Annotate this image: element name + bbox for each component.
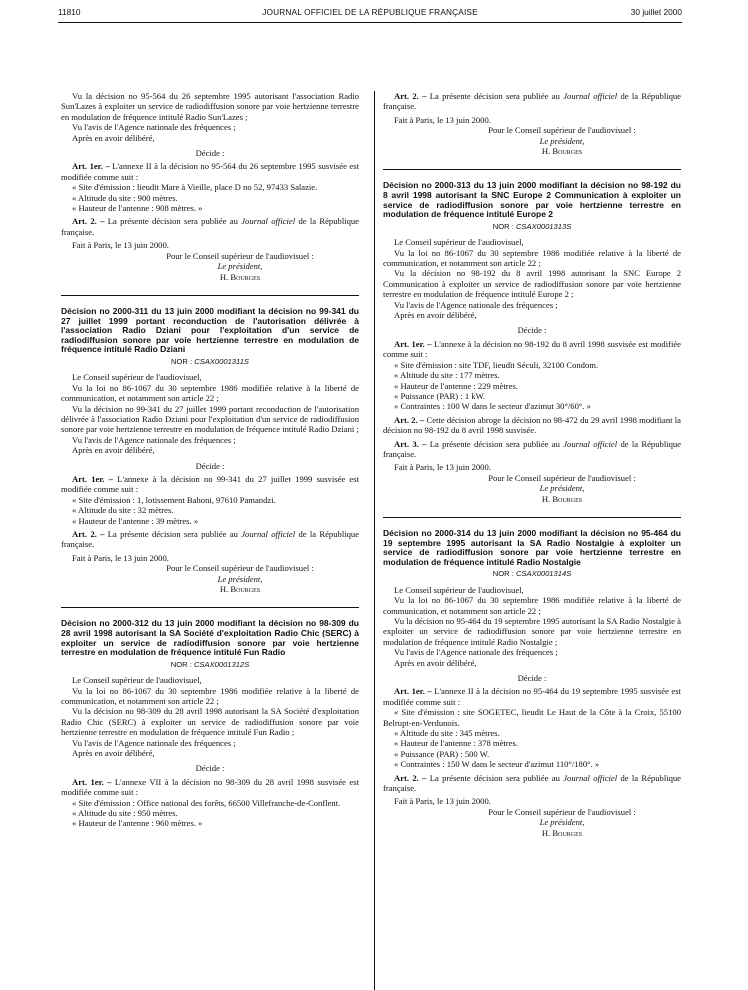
- decide-heading: Décide :: [195, 460, 225, 471]
- conseil-line: Le Conseil supérieur de l'audiovisuel,: [394, 584, 524, 595]
- conseil-line: Le Conseil supérieur de l'audiovisuel,: [72, 372, 202, 383]
- signature-pour: Pour le Conseil supérieur de l'audiovisuel :: [166, 250, 314, 261]
- journal-title: JOURNAL OFFICIEL DE LA RÉPUBLIQUE FRANÇAISE: [262, 7, 478, 17]
- right-column: [383, 91, 681, 838]
- signature-name: H. Bourges: [219, 271, 261, 282]
- annex-line: « Hauteur de l'antenne : 960 mètres. »: [72, 818, 203, 829]
- vu-loi: Vu la loi no 86-1067 du 30 septembre 1986 modifiée relative à la liberté de communication, et notamment son article 22 ;: [383, 247, 681, 269]
- nor-reference: NOR : CSAX0001314S: [492, 569, 572, 579]
- article-3: Art. 3. – La présente décision sera publiée au Journal officiel de la République française.: [383, 438, 682, 459]
- page-header: [58, 7, 682, 21]
- section-separator: [61, 607, 359, 608]
- annex-line: « Altitude du site : 32 mètres.: [72, 505, 174, 516]
- vu-decision: Vu la décision no 95-564 du 26 septembre 1995 autorisant l'association Radio Sun'Lazes à exploiter un service de radiodiffusion sonore par voie hertzienne terrestre en modulation de fréquence intitulé Radio Sun'Lazes ;: [61, 91, 359, 122]
- annex-line: « Site d'émission : Office national des forêts, 66500 Villefranche-de-Conflent.: [72, 797, 341, 808]
- fait-a-paris: Fait à Paris, le 13 juin 2000.: [394, 114, 491, 125]
- vu-loi: Vu la loi no 86-1067 du 30 septembre 1986 modifiée relative à la liberté de communication, et notamment son article 22 ;: [61, 685, 359, 706]
- fait-a-paris: Fait à Paris, le 13 juin 2000.: [72, 240, 169, 251]
- signature-name: H. Bourges: [541, 493, 583, 504]
- vu-avis: Vu l'avis de l'Agence nationale des fréquences ;: [394, 647, 558, 658]
- article-2: Art. 2. – La présente décision sera publiée au Journal officiel de la République française.: [61, 216, 360, 237]
- decide-heading: Décide :: [517, 673, 547, 683]
- signature-name: H. Bourges: [219, 584, 261, 594]
- signature-pour: Pour le Conseil supérieur de l'audiovisuel :: [488, 806, 636, 817]
- annex-line: « Contraintes : 100 W dans le secteur d'azimut 30°/60°. »: [394, 401, 591, 412]
- annex-line: « Contraintes : 150 W dans le secteur d'azimut 110°/180°. »: [394, 759, 600, 770]
- article-1: Art. 1er. – L'annexe à la décision no 98-192 du 8 avril 1998 susvisée est modifiée comme suit :: [383, 338, 681, 360]
- signature-pour: Pour le Conseil supérieur de l'audiovisuel :: [166, 563, 314, 574]
- fait-a-paris: Fait à Paris, le 13 juin 2000.: [394, 796, 491, 807]
- vu-decision: Vu la décision no 98-309 du 28 avril 1998 autorisant la SA Société d'exploitation Radio Chic (SERC) à exploiter un service de radiodiffusion sonore par voie hertzienne terrestre en modulation de fréquence intitulé Fun Radio ;: [61, 706, 359, 738]
- article-1-label: Art. 1er. –: [72, 161, 110, 172]
- fait-a-paris: Fait à Paris, le 13 juin 2000.: [72, 552, 169, 563]
- annex-line: « Altitude du site : 950 mètres.: [72, 808, 178, 819]
- article-2: Art. 2. – La présente décision sera publiée au Journal officiel de la République française.: [61, 528, 360, 550]
- signature-pour: Pour le Conseil supérieur de l'audiovisuel :: [488, 472, 636, 483]
- article-1: Art. 1er. – L'annexe II à la décision no 95-564 du 26 septembre 1995 susvisée est modifiée comme suit :: [61, 161, 359, 182]
- left-column: [61, 91, 359, 829]
- article-2: Art. 2. – Cette décision abroge la décision no 98-472 du 29 avril 1998 modifiant la décision no 98-192 du 8 avril 1998 susvisée.: [383, 414, 681, 436]
- article-1: Art. 1er. – L'annexe II à la décision no 95-464 du 19 septembre 1995 susvisée est modifiée comme suit :: [383, 686, 681, 707]
- section-separator: [383, 169, 681, 170]
- nor-reference: NOR : CSAX0001312S: [170, 659, 250, 669]
- signature-president: Le président,: [217, 261, 263, 272]
- decision-title: Décision no 2000-312 du 13 juin 2000 modifiant la décision no 98-309 du 28 avril 1998 autorisant la SA Société d'exploitation Radio Chic (SERC) à exploiter un service de radiodiffusion sonore par voie hertzienne terrestre en modulation de fréquence intitulé Fun Radio: [61, 618, 359, 658]
- nor-reference: NOR : CSAX0001311S: [171, 356, 249, 366]
- vu-avis: Vu l'avis de l'Agence nationale des fréquences ;: [72, 122, 236, 133]
- annex-line: « Altitude du site : 345 mètres.: [394, 728, 500, 739]
- signature-name: H. Bourges: [541, 146, 583, 157]
- signature-president: Le président,: [217, 573, 263, 584]
- apres-deliberation: Après en avoir délibéré,: [72, 132, 155, 143]
- conseil-line: Le Conseil supérieur de l'audiovisuel,: [72, 675, 202, 686]
- decision-title: Décision no 2000-314 du 13 juin 2000 modifiant la décision no 95-464 du 19 septembre 1995 autorisant la SA Radio Nostalgie à exploiter un service de radiodiffusion sonore par voie hertzienne terrestre en modulation de fréquence intitulé Radio Nostalgie: [383, 527, 681, 567]
- apres-deliberation: Après en avoir délibéré,: [72, 748, 155, 759]
- decide-heading: Décide :: [195, 763, 225, 774]
- signature-pour: Pour le Conseil supérieur de l'audiovisuel :: [488, 125, 636, 136]
- article-2: Art. 2. – La présente décision sera publiée au Journal officiel de la République française.: [383, 91, 682, 112]
- apres-deliberation: Après en avoir délibéré,: [394, 310, 477, 321]
- conseil-line: Le Conseil supérieur de l'audiovisuel,: [394, 237, 524, 248]
- signature-president: Le président,: [539, 817, 585, 828]
- annex-line: « Altitude du site : 177 mètres.: [394, 370, 500, 381]
- nor-reference: NOR : CSAX0001313S: [492, 221, 572, 231]
- vu-avis: Vu l'avis de l'Agence nationale des fréquences ;: [72, 434, 236, 445]
- annex-line: « Hauteur de l'antenne : 908 mètres. »: [72, 203, 203, 214]
- annex-line: « Hauteur de l'antenne : 39 mètres. »: [72, 515, 199, 526]
- vu-decision: Vu la décision no 95-464 du 19 septembre 1995 autorisant la SA Radio Nostalgie à exploiter un service de radiodiffusion sonore par voie hertzienne terrestre en modulation de fréquence intitulé Radio Nostalgie ;: [383, 615, 681, 647]
- section-separator: [383, 517, 681, 518]
- signature-name: H. Bourges: [541, 827, 583, 838]
- column-divider: [374, 91, 375, 990]
- page-number: 11810: [58, 7, 81, 17]
- article-1: Art. 1er. – L'annexe à la décision no 99-341 du 27 juillet 1999 susvisée est modifiée comme suit :: [61, 473, 359, 495]
- decision-title: Décision no 2000-313 du 13 juin 2000 modifiant la décision no 98-192 du 8 avril 1998 autorisant la SNC Europe 2 Communication à exploiter un service de radiodiffusion sonore par voie hertzienne terrestre en modulation de fréquence intitulé Europe 2: [383, 180, 681, 220]
- decision-title: Décision no 2000-311 du 13 juin 2000 modifiant la décision no 99-341 du 27 juillet 1999 portant reconduction de l'autorisation délivrée à l'association Radio Dziani pour l'exploitation d'un service de radiodiffusion sonore par voie hertzienne terrestre en modulation de fréquence intitulé Radio Dziani: [61, 305, 359, 355]
- issue-date: 30 juillet 2000: [630, 7, 682, 17]
- vu-decision: Vu la décision no 99-341 du 27 juillet 1999 portant reconduction de l'autorisation délivrée à l'association Radio Dziani pour l'exploitation d'un service de radiodiffusion sonore par voie hertzienne terrestre en modulation de fréquence intitulé Radio Dziani ;: [61, 403, 359, 435]
- signature-president: Le président,: [539, 135, 585, 146]
- apres-deliberation: Après en avoir délibéré,: [394, 657, 477, 668]
- vu-decision: Vu la décision no 98-192 du 8 avril 1998 autorisant la SNC Europe 2 Communication à exploiter un service de radiodiffusion sonore par voie hertzienne terrestre en modulation de fréquence intitulé Europe 2 ;: [383, 268, 681, 300]
- vu-avis: Vu l'avis de l'Agence nationale des fréquences ;: [72, 737, 236, 748]
- decide-heading: Décide :: [517, 325, 547, 336]
- annex-line: « Site d'émission : site TDF, lieudit Séculi, 32100 Condom.: [394, 359, 599, 370]
- annex-line: « Puissance (PAR) : 500 W.: [394, 748, 490, 759]
- annex-line: « Site d'émission : lieudit Mare à Vieille, place D no 52, 97433 Salazie.: [72, 182, 318, 193]
- signature-president: Le président,: [539, 483, 585, 494]
- vu-avis: Vu l'avis de l'Agence nationale des fréquences ;: [394, 299, 558, 310]
- annex-line: « Site d'émission : 1, lotissement Bahoni, 97610 Pamandzi.: [72, 494, 276, 505]
- section-separator: [61, 295, 359, 296]
- annex-line: « Site d'émission : site SOGETEC, lieudit Le Haut de la Côte à la Croix, 55100 Belrupt-en-Verdunois.: [383, 707, 681, 728]
- annex-line: « Hauteur de l'antenne : 229 mètres.: [394, 380, 518, 391]
- header-rule: [58, 22, 682, 23]
- vu-loi: Vu la loi no 86-1067 du 30 septembre 1986 modifiée relative à la liberté de communication, et notamment son article 22 ;: [61, 382, 359, 404]
- decide-heading: Décide :: [195, 148, 225, 159]
- fait-a-paris: Fait à Paris, le 13 juin 2000.: [394, 462, 491, 473]
- annex-line: « Hauteur de l'antenne : 378 mètres.: [394, 738, 518, 749]
- apres-deliberation: Après en avoir délibéré,: [72, 445, 155, 456]
- vu-loi: Vu la loi no 86-1067 du 30 septembre 1986 modifiée relative à la liberté de communication, et notamment son article 22 ;: [383, 595, 681, 616]
- article-2: Art. 2. – La présente décision sera publiée au Journal officiel de la République française.: [383, 772, 682, 794]
- article-1: Art. 1er. – L'annexe VII à la décision no 98-309 du 28 avril 1998 susvisée est modifiée comme suit :: [61, 776, 359, 798]
- annex-line: « Puissance (PAR) : 1 kW.: [394, 390, 486, 401]
- annex-line: « Altitude du site : 900 mètres.: [72, 192, 178, 203]
